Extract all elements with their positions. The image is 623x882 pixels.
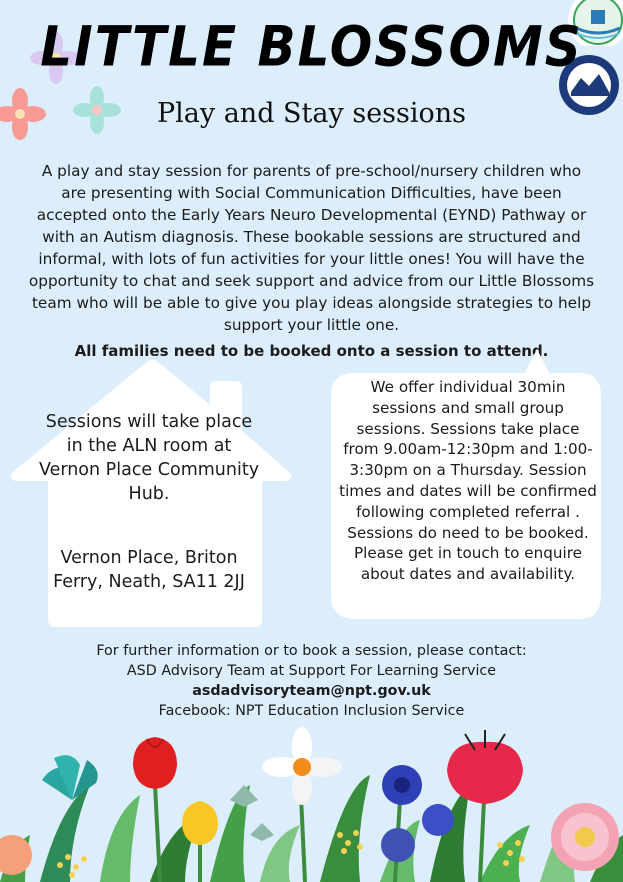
contact-intro: For further information or to book a session, please contact: (96, 643, 527, 659)
venue-address: Vernon Place, Briton Ferry, Neath, SA11 2JJ (53, 548, 245, 592)
booking-notice: All families need to be booked onto a session to attend. (74, 342, 549, 360)
contact-email[interactable]: asdadvisoryteam@npt.gov.uk (192, 683, 431, 699)
blue-cornflower-small-icon (422, 804, 454, 836)
flower-meadow (0, 725, 623, 882)
session-details (338, 377, 598, 585)
contact-facebook: Facebook: NPT Education Inclusion Service (158, 703, 465, 719)
blue-cornflower-low-icon (381, 828, 415, 862)
blue-cornflower-icon (382, 765, 422, 805)
page-subtitle: Play and Stay sessions (156, 98, 467, 129)
contact-section (0, 641, 623, 721)
venue-description: Sessions will take place in the ALN room at Vernon Place Community Hub. (38, 412, 260, 504)
white-daffodil-icon (262, 727, 342, 805)
page-title: LITTLE BLOSSOMS (40, 15, 583, 79)
session-enquire: Please get in touch to enquire about dates and availability. (353, 544, 582, 584)
pink-daisy-icon (551, 803, 619, 871)
venue-info (38, 410, 260, 594)
intro-paragraph: A play and stay session for parents of pre-school/nursery children who are presenting with Social Communication Difficulties, have been accepted onto the Early Years Neuro Developmental (EYND) Pathway or with an Autism diagnosis. These bookable sessions are structured and informal, with lots of fun activities for your little ones! You will have the opportunity to chat and seek support and advice from our Little Blossoms team who will be able to give you play ideas alongside strategies to help support your little one. (28, 162, 595, 334)
red-tulip-icon (133, 737, 177, 789)
contact-team: ASD Advisory Team at Support For Learning Service (126, 663, 497, 679)
blue-fan-flower-icon (42, 755, 98, 800)
yellow-tulip-icon (182, 801, 218, 845)
session-schedule: We offer individual 30min sessions and small group sessions. Sessions take place from 9.00am-12:30pm and 1:00-3:30pm on a Thursday. Session times and dates will be confirmed following completed referral . Sessions do need to be booked. (339, 378, 597, 542)
red-poppy-icon (447, 730, 523, 804)
